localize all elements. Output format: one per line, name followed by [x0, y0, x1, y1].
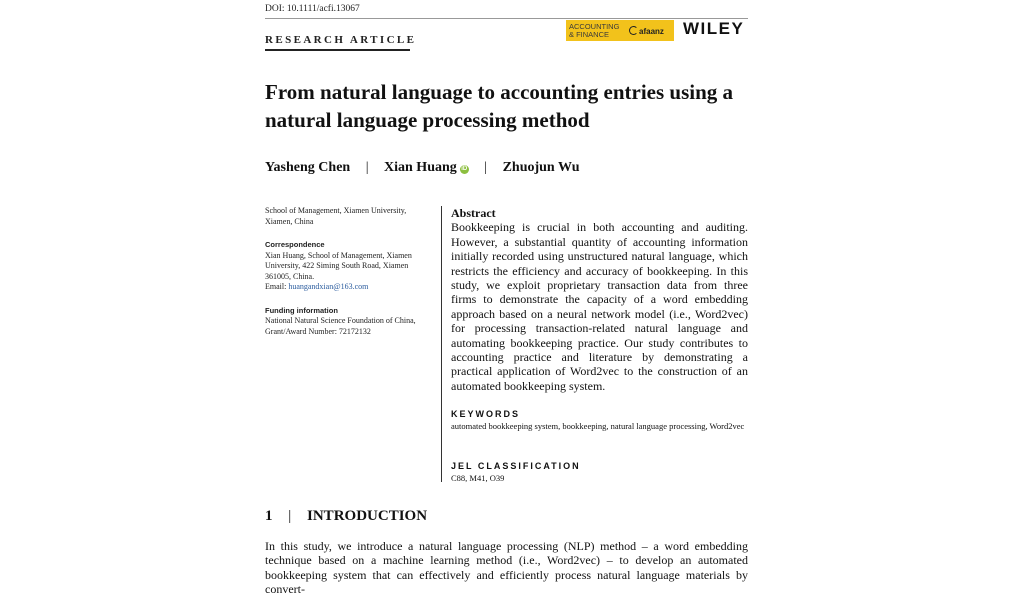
- journal-name-line2: & FINANCE: [569, 29, 610, 39]
- email-link[interactable]: huangandxian@163.com: [288, 282, 369, 291]
- author-separator: |: [484, 160, 488, 175]
- abstract-divider: [441, 206, 442, 482]
- paper-title: From natural language to accounting entries using a natural language processing method: [265, 80, 734, 132]
- publisher-logo: WILEY: [683, 19, 745, 38]
- section-heading: [265, 508, 427, 525]
- abstract-heading: Abstract: [451, 206, 496, 220]
- author-name[interactable]: Xian Huang: [384, 160, 457, 175]
- intro-paragraph: In this study, we introduce a natural language processing (NLP) method – a word embedding technique based on a machine learning method (i.e., Word2vec) – to develop an automated bookkeeping system that can effectively and efficiently process natural language materials by convert-: [265, 539, 748, 597]
- email-line: [265, 282, 435, 293]
- affiliation: School of Management, Xiamen University, Xiamen, China: [265, 206, 407, 226]
- section-number: 1: [265, 508, 273, 524]
- journal-name-line1: ACCOUNTING: [569, 21, 620, 31]
- funding-heading: Funding information: [265, 305, 338, 315]
- afaanz-text: afaanz: [639, 26, 664, 36]
- section-separator: |: [288, 508, 292, 524]
- abstract: [451, 206, 748, 393]
- afaanz-logo: [629, 26, 664, 36]
- author-list: [265, 160, 580, 176]
- article-type: RESEARCH ARTICLE: [265, 34, 417, 46]
- jel-text: C88, M41, O39: [451, 473, 505, 483]
- funding-text: National Natural Science Foundation of China, Grant/Award Number: 72172132: [265, 316, 416, 336]
- correspondence-heading: Correspondence: [265, 240, 325, 249]
- article-info-sidebar: [265, 206, 435, 337]
- email-label: Email:: [265, 282, 287, 291]
- keywords-heading: KEYWORDS: [451, 409, 521, 419]
- abstract-text: Bookkeeping is crucial in both accounting and auditing. However, a substantial quantity of accounting information initially recorded using unstructured natural language, which restricts the efficiency and accuracy of bookkeeping. In this study, we exploit proprietary transaction data from three firms to demonstrate the capacity of a word embedding approach based on a neural network model (i.e., Word2vec) for processing transaction-related natural language and automating bookkeeping practice. Our study contributes to accounting practice and literature by demonstrating a practical application of Word2vec to the construction of an automated bookkeeping system.: [451, 220, 748, 393]
- jel-heading: JEL CLASSIFICATION: [451, 461, 581, 471]
- header-divider: [265, 18, 748, 19]
- section-title: INTRODUCTION: [307, 508, 428, 524]
- journal-name: [566, 23, 627, 39]
- author-name[interactable]: Zhuojun Wu: [502, 160, 580, 175]
- doi: DOI: 10.1111/acfi.13067: [265, 4, 360, 14]
- correspondence-text: Xian Huang, School of Management, Xiamen University, 422 Siming South Road, Xiamen 361005, China.: [265, 250, 412, 281]
- orcid-icon[interactable]: iD: [461, 166, 468, 172]
- journal-logo: [566, 20, 674, 41]
- author-name[interactable]: Yasheng Chen: [265, 160, 351, 175]
- article-type-underline: [265, 49, 410, 51]
- author-separator: |: [365, 160, 369, 175]
- keywords-text: automated bookkeeping system, bookkeeping, natural language processing, Word2vec: [451, 421, 745, 431]
- afaanz-icon: [629, 26, 638, 35]
